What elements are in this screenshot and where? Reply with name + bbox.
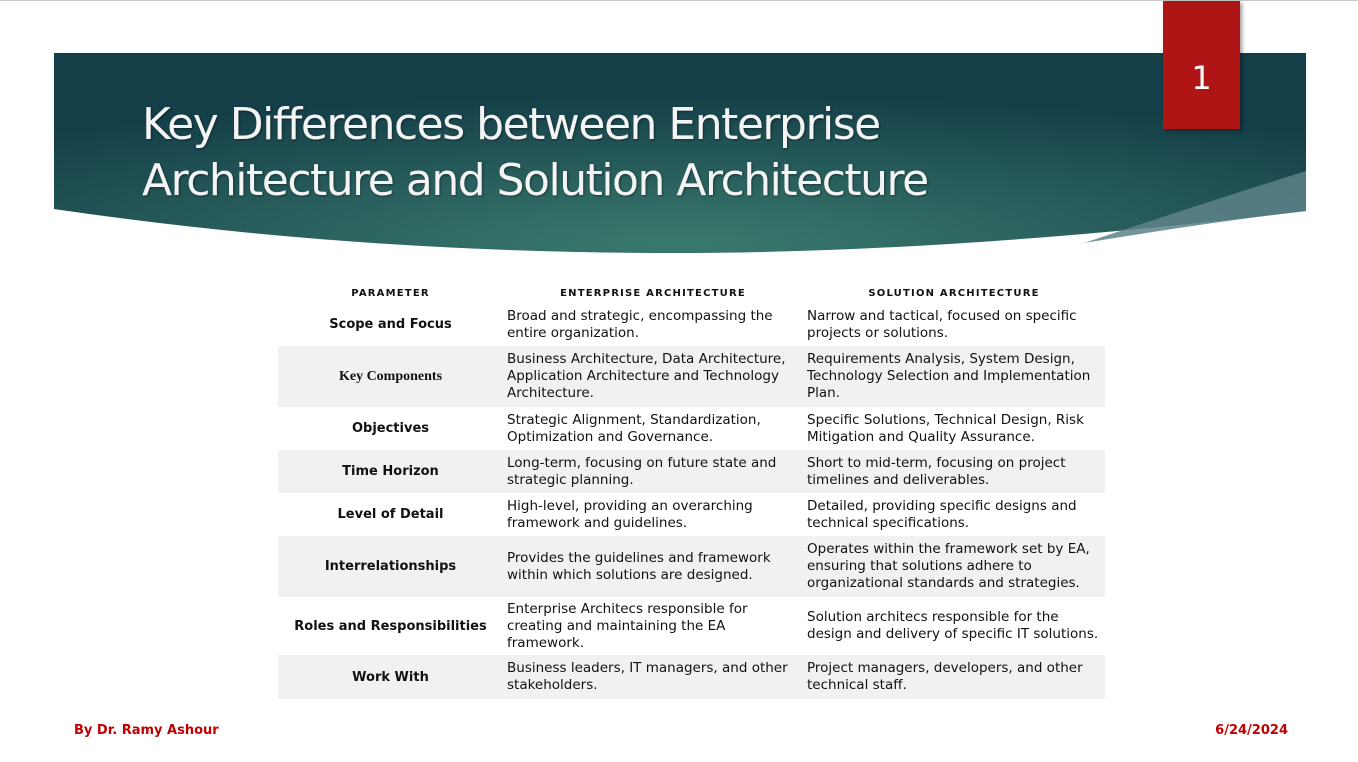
table-header bbox=[278, 283, 1105, 303]
parameter-cell: Work With bbox=[278, 655, 503, 699]
parameter-cell: Roles and Responsibilities bbox=[294, 618, 487, 634]
solution-cell: Specific Solutions, Technical Design, Risk Mitigation and Quality Assurance. bbox=[807, 411, 1084, 445]
table-row bbox=[278, 493, 1105, 536]
enterprise-cell: Business Architecture, Data Architecture, Application Architecture and Technology Architecture. bbox=[503, 346, 803, 407]
table-row bbox=[278, 346, 1105, 407]
solution-cell: Narrow and tactical, focused on specific projects or solutions. bbox=[807, 307, 1077, 341]
solution-cell: Short to mid-term, focusing on project timelines and deliverables. bbox=[803, 450, 1105, 493]
title-line-2: Architecture and Solution Architecture bbox=[142, 155, 928, 206]
enterprise-cell: Provides the guidelines and framework within which solutions are designed. bbox=[503, 536, 803, 597]
table-row bbox=[278, 450, 1105, 493]
table-row bbox=[278, 655, 1105, 699]
enterprise-cell: Broad and strategic, encompassing the entire organization. bbox=[507, 307, 773, 341]
table-row bbox=[278, 536, 1105, 597]
slide-number-tab bbox=[1163, 1, 1240, 129]
solution-cell: Project managers, developers, and other technical staff. bbox=[803, 655, 1105, 699]
table-row bbox=[278, 597, 1105, 655]
solution-cell: Detailed, providing specific designs and technical specifications. bbox=[807, 497, 1077, 531]
header-solution: SOLUTION ARCHITECTURE bbox=[868, 287, 1040, 299]
table-row bbox=[278, 303, 1105, 346]
enterprise-cell: Strategic Alignment, Standardization, Optimization and Governance. bbox=[507, 411, 761, 445]
header-enterprise: ENTERPRISE ARCHITECTURE bbox=[560, 287, 746, 299]
slide-number: 1 bbox=[1191, 59, 1212, 97]
enterprise-cell: Long-term, focusing on future state and strategic planning. bbox=[503, 450, 803, 493]
comparison-table bbox=[278, 283, 1105, 699]
enterprise-cell: Business leaders, IT managers, and other stakeholders. bbox=[503, 655, 803, 699]
parameter-cell: Key Components bbox=[278, 346, 503, 407]
parameter-cell: Interrelationships bbox=[278, 536, 503, 597]
header-parameter: PARAMETER bbox=[351, 287, 430, 299]
parameter-cell: Level of Detail bbox=[337, 507, 444, 522]
slide-title bbox=[142, 97, 928, 209]
footer-author: By Dr. Ramy Ashour bbox=[74, 723, 219, 738]
table-row bbox=[278, 407, 1105, 450]
parameter-cell: Time Horizon bbox=[278, 450, 503, 493]
solution-cell: Requirements Analysis, System Design, Technology Selection and Implementation Plan. bbox=[803, 346, 1105, 407]
enterprise-cell: Enterprise Architecs responsible for creating and maintaining the EA framework. bbox=[507, 600, 748, 651]
parameter-cell: Objectives bbox=[351, 421, 430, 436]
parameter-cell: Scope and Focus bbox=[329, 317, 452, 332]
footer-date: 6/24/2024 bbox=[1215, 723, 1288, 738]
title-line-1: Key Differences between Enterprise bbox=[142, 99, 880, 150]
solution-cell: Solution architecs responsible for the design and delivery of specific IT solutions. bbox=[807, 609, 1099, 642]
enterprise-cell: High-level, providing an overarching framework and guidelines. bbox=[507, 497, 753, 531]
solution-cell: Operates within the framework set by EA, ensuring that solutions adhere to organizational standards and strategies. bbox=[803, 536, 1105, 597]
